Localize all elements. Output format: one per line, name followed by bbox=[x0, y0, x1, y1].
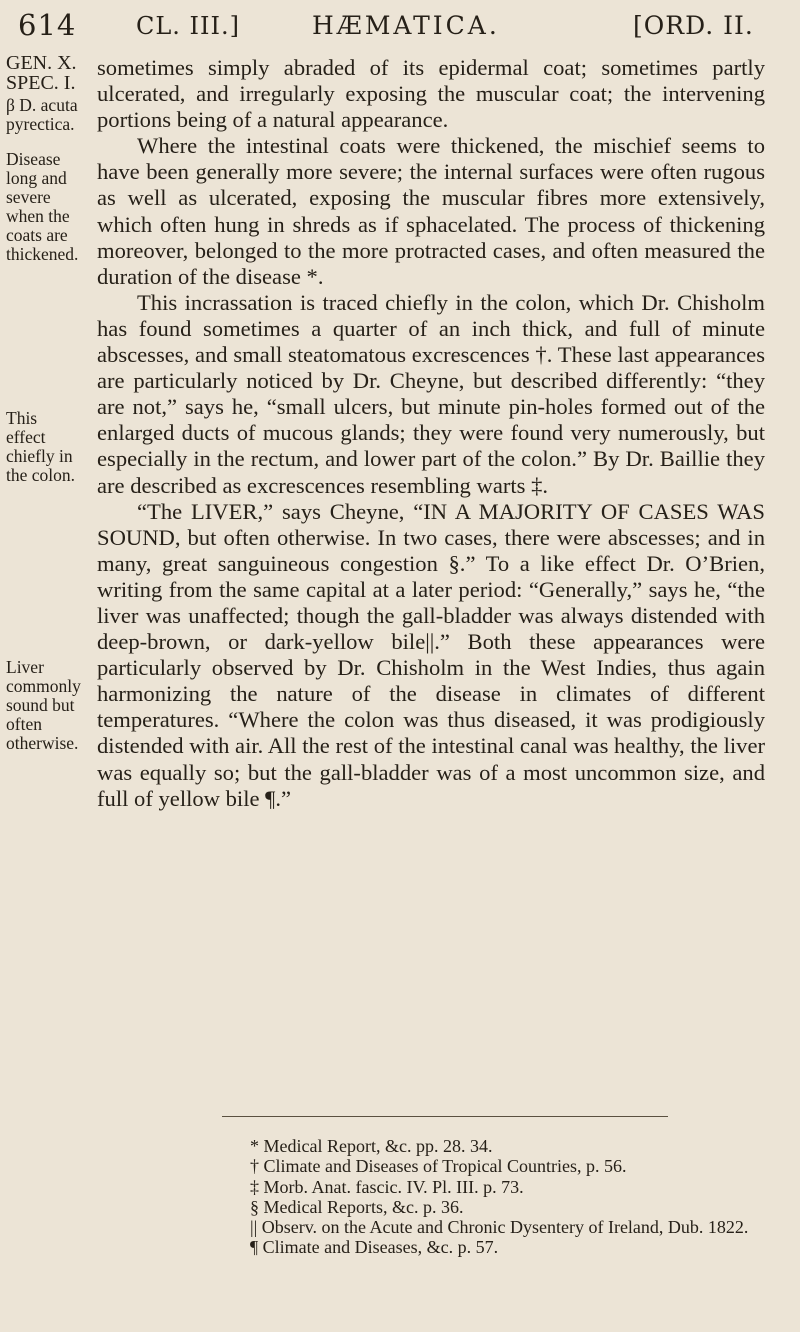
paragraph: sometimes simply abraded of its epidermal coat; sometimes partly ulcerated, and irregularly exposing the muscular coat; the intervening portions being of a natural appearance. bbox=[97, 55, 765, 133]
margin-note-variety: β D. acuta pyrectica. bbox=[6, 95, 78, 134]
paragraph: Where the intestinal coats were thickened, the mischief seems to have been generally more severe; the internal surfaces were often rugous as well as ulcerated, exposing the muscular fibres more extensively, which often hung in shreds as if sphacelated. The process of thickening moreover, belonged to the more protracted cases, and often measured the duration of the disease *. bbox=[97, 133, 765, 289]
margin-note-species: SPEC. I. bbox=[6, 72, 76, 94]
footnote: * Medical Report, &c. pp. 28. 34. bbox=[250, 1136, 493, 1156]
paragraph: This incrassation is traced chiefly in the colon, which Dr. Chisholm has found sometimes a quarter of an inch thick, and full of minute abscesses, and small steatomatous excrescences †. These last appearances are particularly noticed by Dr. Cheyne, but described differently: “they are not,” says he, “small ulcers, but minute pin-holes formed out of the enlarged ducts of mucous glands; they were found very numerously, but especially in the rectum, and lower part of the colon.” By Dr. Baillie they are described as excrescences resembling warts ‡. bbox=[97, 289, 765, 498]
footnote: ‡ Morb. Anat. fascic. IV. Pl. III. p. 73. bbox=[250, 1176, 524, 1197]
order-label: [ORD. II. bbox=[633, 11, 754, 40]
class-label: CL. III.] bbox=[136, 12, 240, 40]
body-text bbox=[97, 55, 765, 812]
page-title: HÆMATICA. bbox=[312, 11, 500, 40]
running-header bbox=[18, 8, 786, 44]
margin-note-disease: Disease long and severe when the coats are thickened. bbox=[6, 149, 79, 264]
footnote: ¶ Climate and Diseases, &c. p. 57. bbox=[250, 1237, 499, 1258]
margin-note-colon: This effect chiefly in the colon. bbox=[6, 408, 76, 485]
footnote-divider bbox=[222, 1116, 668, 1117]
margin-note-genus: GEN. X. bbox=[6, 52, 77, 74]
footnote: † Climate and Diseases of Tropical Countries, p. 56. bbox=[250, 1156, 627, 1177]
margin-note-liver: Liver commonly sound but often otherwise. bbox=[6, 657, 81, 753]
footnote: || Observ. on the Acute and Chronic Dysentery of Ireland, Dub. 1822. bbox=[250, 1217, 749, 1238]
page-number: 614 bbox=[18, 8, 77, 42]
footnote: § Medical Reports, &c. p. 36. bbox=[250, 1196, 464, 1217]
paragraph: “The LIVER,” says Cheyne, “IN A MAJORITY OF CASES WAS SOUND, but often otherwise. In two cases, there were abscesses; and in many, great sanguineous congestion §.” To a like effect Dr. O’Brien, writing from the same capital at a later period: “Generally,” says he, “the liver was unaffected; though the gall-bladder was always distended with deep-brown, or dark-yellow bile||.” Both these appearances were particularly observed by Dr. Chisholm in the West Indies, thus again harmonizing the nature of the disease in climates of different temperatures. “Where the colon was thus diseased, it was prodigiously distended with air. All the rest of the intestinal canal was healthy, the liver was equally so; but the gall-bladder was of a most uncommon size, and full of yellow bile ¶.” bbox=[97, 498, 766, 811]
footnotes bbox=[250, 1136, 790, 1258]
